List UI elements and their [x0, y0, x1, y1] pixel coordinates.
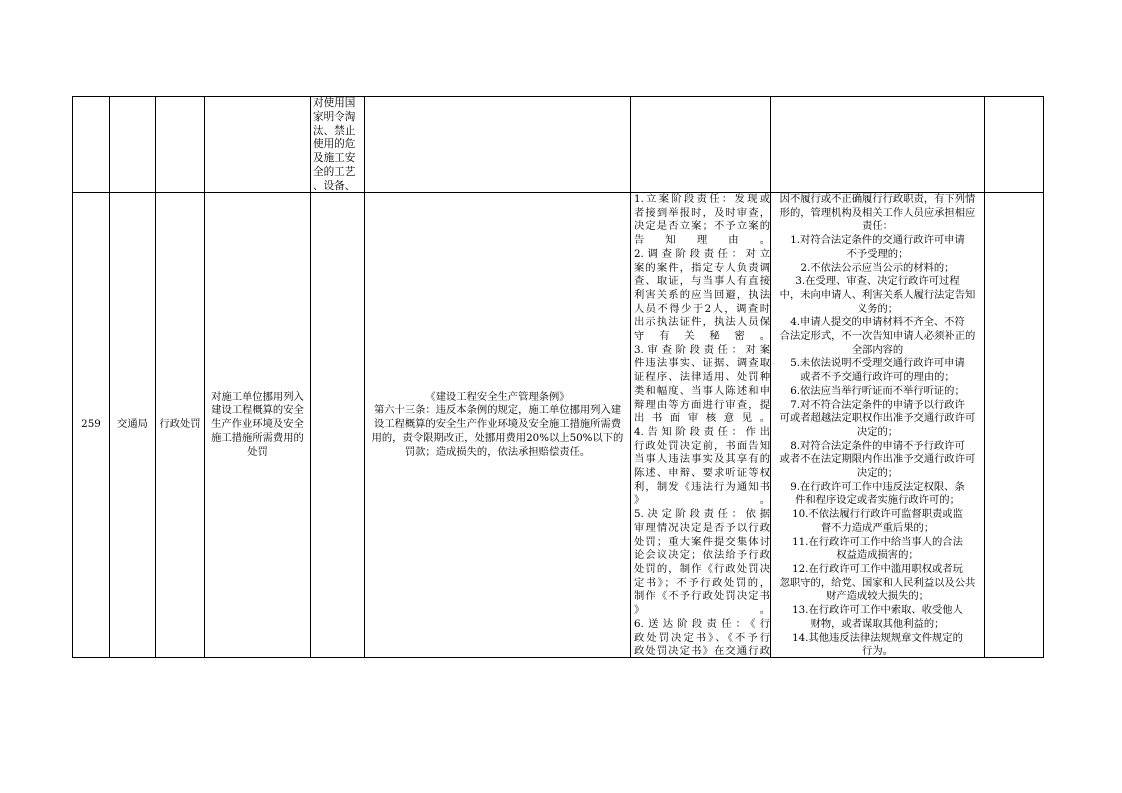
remarks-cell	[985, 193, 1043, 657]
table-top-border	[72, 96, 1044, 97]
category-text: 行政处罚	[159, 418, 201, 431]
row-number-text: 259	[81, 418, 101, 431]
empty-cell	[311, 193, 364, 657]
column-divider	[770, 96, 771, 658]
legal-basis-title: 《建设工程安全生产管理条例》	[425, 390, 570, 403]
item-name-text: 对施工单位挪用列入建设工程概算的安全生产作业环境及安全施工措施所需费用的处罚	[211, 390, 304, 458]
category-cell	[156, 193, 204, 657]
department-text: 交通局	[117, 418, 148, 431]
continued-content-fragment: 对使用国 家明令淘 汰、禁止 使用的危 及施工安 全的工艺 、设备、	[313, 97, 356, 192]
legal-basis-text: 第六十三条：违反本条例的规定，施工单位挪用列入建设工程概算的安全生产作业环境及安全施工措施所需费用的，责令限期改正，处挪用费用20%以上50%以下的罚款；造成损失的，依法承担赔偿责任。	[371, 404, 624, 458]
row-number	[73, 193, 109, 657]
column-divider	[630, 96, 631, 658]
accountability-cell: 因不履行或不正确履行行政职责，有下列情 形的，管理机构及相关工作人员应承担相应 责任： 1.对符合法定条件的交通行政许可申请 不予受理的； 2.不依法公示应当公示的材料的； 3.在受理、审查、决定行政许可过程 中，未向申请人、利害关系人履行法定告知 义务的； 4.申请人提交的申请材料不齐全、不符 合法定形式，不一次告知申请人必须补正的 全部内容的 5.未依法说明不受理交通行政许可申请 或者不予交通行政许可的理由的； 6.依法应当举行听证而不举行听证的； 7.对不符合法定条件的申请予以行政许 可或者超越法定职权作出准予交通行政许可 决定的； 8.对符合法定条件的申请不予行政许可 或者不在法定期限内作出准予交通行政许可 决定的； 9.在行政许可工作中违反法定权限、条 件和程序设定或者实施行政许可的； 10.不依法履行行政许可监督职责或监 督不力造成严重后果的； 11.在行政许可工作中给当事人的合法 权益造成损害的； 12.在行政许可工作中滥用职权或者玩 忽职守的，给党、国家和人民利益以及公共 财产造成较大损失的； 13.在行政许可工作中索取、收受他人 财物，或者谋取其他利益的； 14.其他违反法律法规规章文件规定的 行为。	[779, 193, 976, 657]
department-cell	[110, 193, 155, 657]
column-divider	[204, 96, 205, 658]
item-name-cell	[206, 193, 309, 657]
column-divider	[1043, 96, 1044, 658]
legal-basis-cell	[366, 193, 629, 657]
responsibilities-cell: 1.立案阶段责任：发现或 者接到举报时，及时审查， 决定是否立案；不予立案的 告知理由。 2.调查阶段责任：对立 案的案件，指定专人负责调 查、取证，与当事人有直接 利害关系的应当回避，执法 人员不得少于2人，调查时 出示执法证件，执法人员保 守有关秘密。 3.审查阶段责任：对案 件违法事实、证据、调查取 证程序、法律适用、处罚种 类和幅度、当事人陈述和申 辩理由等方面进行审查，提 出书面审核意见。 4.告知阶段责任：作出 行政处罚决定前，书面告知 当事人违法事实及其享有的 陈述、申辩、要求听证等权 利，制发《违法行为通知书 》。 5.决定阶段责任：依据 审理情况决定是否予以行政 处罚；重大案件提交集体讨 论会议决定；依法给予行政 处罚的，制作《行政处罚决 定书》；不予行政处罚的， 制作《不予行政处罚决定书 》。 6.送达阶段责任：《行 政处罚决定书》、《不予行 政处罚决定书》在交通行政	[634, 193, 770, 657]
table-bottom-border	[72, 657, 1044, 658]
